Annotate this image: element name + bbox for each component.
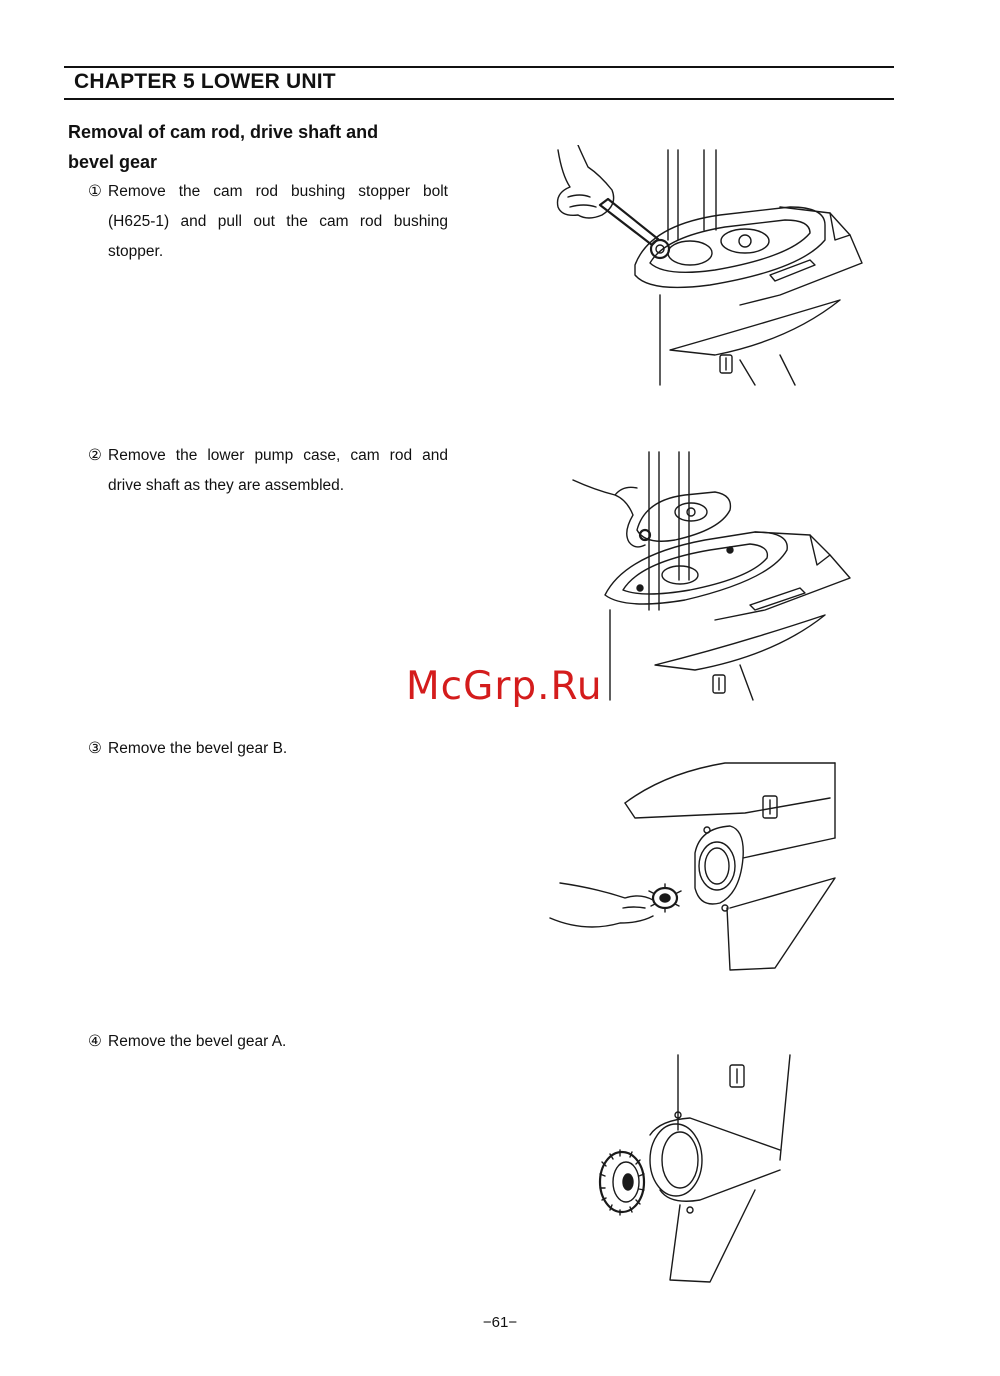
figure-4-removing-bevel-gear-a — [590, 1050, 810, 1290]
step-1-line-3: stopper. — [108, 243, 164, 260]
chapter-title: CHAPTER 5 LOWER UNIT — [74, 70, 336, 93]
step-4 — [88, 1027, 448, 1057]
figure-1-wrench-removing-stopper-bolt — [540, 145, 880, 390]
header-top-rule — [64, 66, 894, 68]
header-bottom-rule — [64, 98, 894, 100]
step-3 — [88, 734, 448, 764]
step-1-line-1: Remove the cam rod bushing stopper bolt — [108, 183, 448, 200]
step-1 — [88, 177, 448, 267]
step-2-number: ② — [88, 447, 102, 464]
step-2 — [88, 441, 448, 501]
figure-3-removing-bevel-gear-b — [545, 758, 865, 973]
section-heading-line-2: bevel gear — [68, 152, 158, 172]
figure-2-removing-pump-case-assembly — [565, 450, 865, 705]
step-3-number: ③ — [88, 740, 102, 757]
step-2-line-2: drive shaft as they are assembled. — [108, 477, 345, 494]
step-3-line-1: Remove the bevel gear B. — [108, 740, 288, 757]
page-number: −61− — [482, 1314, 518, 1331]
section-heading — [68, 117, 488, 177]
step-1-number: ① — [88, 183, 102, 200]
step-4-line-1: Remove the bevel gear A. — [108, 1033, 287, 1050]
section-heading-line-1: Removal of cam rod, drive shaft and — [68, 122, 379, 142]
watermark: McGrp.Ru — [406, 664, 603, 709]
step-2-line-1: Remove the lower pump case, cam rod and — [108, 447, 448, 464]
step-1-line-2: (H625-1) and pull out the cam rod bushing — [108, 213, 448, 230]
step-4-number: ④ — [88, 1033, 102, 1050]
